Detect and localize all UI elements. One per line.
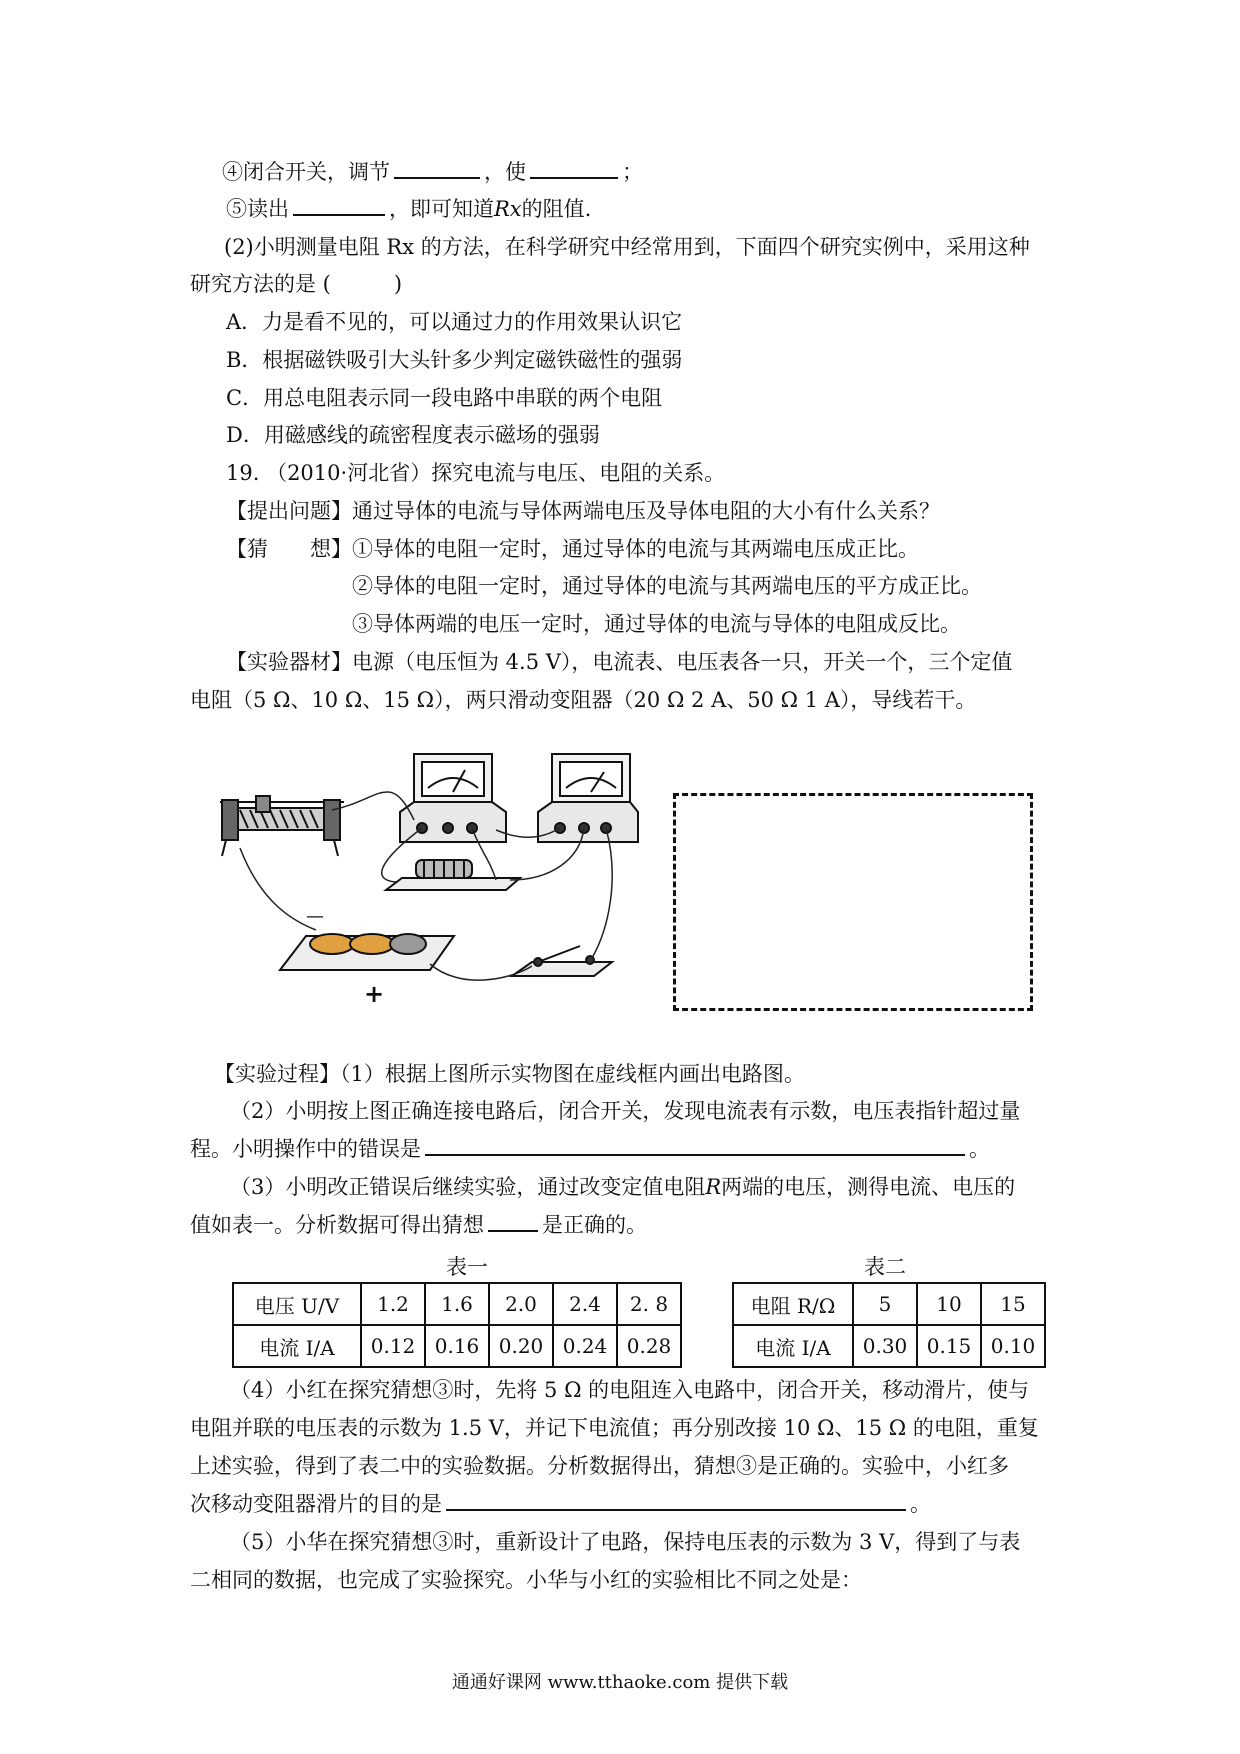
answer-blank[interactable] (293, 196, 385, 216)
procedure-5-line-1: （5）小华在探究猜想③时，重新设计了电路，保持电压表的示数为 3 V，得到了与表 (230, 1530, 1021, 1554)
procedure-1: 【实验过程】（1）根据上图所示实物图在虚线框内画出电路图。 (214, 1062, 805, 1086)
equipment-line-2: 电阻（5 Ω、10 Ω、15 Ω），两只滑动变阻器（20 Ω 2 A、50 Ω 1 A），导线若干。 (190, 688, 977, 712)
procedure-4-line-2: 电阻并联的电压表的示数为 1.5 V，并记下电流值；再分别改接 10 Ω、15 Ω 的电阻，重复 (190, 1416, 1039, 1440)
procedure-3-text-4: 是正确的。 (542, 1213, 647, 1237)
r-symbol: R (705, 1175, 722, 1199)
table-cell: 1.6 (425, 1283, 489, 1325)
table-cell: 2.4 (553, 1283, 617, 1325)
ammeter-icon (400, 754, 506, 842)
procedure-2-line-1: （2）小明按上图正确连接电路后，闭合开关，发现电流表有示数，电压表指针超过量 (230, 1099, 1021, 1123)
procedure-3-line-2 (190, 1211, 647, 1239)
question-2-line-2: 研究方法的是 ( ) (190, 272, 403, 296)
table-cell: 2.0 (489, 1283, 553, 1325)
step5-text: ⑤读出 (226, 197, 289, 221)
procedure-2-line-2 (190, 1135, 990, 1163)
question-19-title: 19. （2010·河北省）探究电流与电压、电阻的关系。 (226, 461, 726, 485)
table-cell: 0.10 (981, 1325, 1045, 1367)
table-cell: 10 (917, 1283, 981, 1325)
battery-icon (280, 934, 454, 970)
guess-3: ③导体两端的电压一定时，通过导体的电流与导体的电阻成反比。 (352, 612, 961, 636)
table-cell: 1.2 (361, 1283, 425, 1325)
answer-blank[interactable] (446, 1491, 906, 1511)
table2-caption: 表二 (864, 1255, 906, 1279)
battery-minus-label: — (306, 906, 324, 927)
procedure-4-line-3: 上述实验，得到了表二中的实验数据。分析数据得出，猜想③是正确的。实验中，小红多 (190, 1454, 1009, 1478)
page-footer: 通通好课网 www.tthaoke.com 提供下载 (451, 1672, 789, 1693)
procedure-2-text: 程。小明操作中的错误是 (190, 1137, 421, 1161)
question-2-line: (2)小明测量电阻 Rx 的方法，在科学研究中经常用到，下面四个研究实例中，采用这种 (224, 235, 1030, 259)
table-cell: 2. 8 (617, 1283, 681, 1325)
table-cell: 0.15 (917, 1325, 981, 1367)
table-cell: 5 (853, 1283, 917, 1325)
table2-resistance-label: 电阻 R/Ω (733, 1283, 853, 1325)
step5-line (226, 195, 591, 223)
rheostat-icon (220, 796, 344, 856)
table-row (733, 1325, 1045, 1367)
voltmeter-icon (538, 754, 638, 842)
table2 (732, 1282, 1046, 1368)
table-cell: 0.20 (489, 1325, 553, 1367)
table-cell: 0.12 (361, 1325, 425, 1367)
table-cell: 0.24 (553, 1325, 617, 1367)
procedure-3-text: （3）小明改正错误后继续实验，通过改变定值电阻 (230, 1175, 706, 1199)
table-cell: 0.28 (617, 1325, 681, 1367)
resistor-icon (386, 860, 520, 890)
table1 (232, 1282, 682, 1368)
step4-line (222, 158, 643, 186)
table-row (733, 1283, 1045, 1325)
table1-caption: 表一 (446, 1255, 488, 1279)
procedure-3-line-1 (230, 1173, 1015, 1201)
procedure-4-line-4 (190, 1490, 931, 1518)
rx-symbol: Rx (494, 197, 522, 221)
answer-blank[interactable] (530, 159, 618, 179)
circuit-drawing-box[interactable] (673, 793, 1033, 1011)
table-cell: 15 (981, 1283, 1045, 1325)
guess-1: 【猜 想】①导体的电阻一定时，通过导体的电流与其两端电压成正比。 (226, 537, 919, 561)
table-cell: 0.16 (425, 1325, 489, 1367)
step4-text: ④闭合开关，调节 (222, 160, 390, 184)
switch-icon (512, 946, 612, 976)
option-c: C．用总电阻表示同一段电路中串联的两个电阻 (226, 386, 663, 410)
answer-blank[interactable] (488, 1212, 538, 1232)
option-a: A．力是看不见的，可以通过力的作用效果认识它 (226, 310, 683, 334)
procedure-3-text-2: 两端的电压，测得电流、电压的 (721, 1175, 1016, 1199)
battery-plus-label: + (364, 980, 385, 1008)
equipment-line-1: 【实验器材】电源（电压恒为 4.5 V），电流表、电压表各一只，开关一个，三个定值 (226, 650, 1013, 674)
table1-voltage-label: 电压 U/V (233, 1283, 361, 1325)
table-cell: 0.30 (853, 1325, 917, 1367)
step4-text-2: ，使 (484, 160, 526, 184)
answer-blank[interactable] (425, 1136, 965, 1156)
circuit-physical-figure (220, 740, 640, 1010)
procedure-3-text-3: 值如表一。分析数据可得出猜想 (190, 1213, 484, 1237)
option-d: D．用磁感线的疏密程度表示磁场的强弱 (226, 423, 600, 447)
table2-current-label: 电流 I/A (733, 1325, 853, 1367)
procedure-4-text: 次移动变阻器滑片的目的是 (190, 1492, 442, 1516)
procedure-5-line-2: 二相同的数据，也完成了实验探究。小华与小红的实验相比不同之处是： (190, 1568, 862, 1592)
procedure-4-period: 。 (910, 1492, 931, 1516)
guess-2: ②导体的电阻一定时，通过导体的电流与其两端电压的平方成正比。 (352, 574, 982, 598)
table-row (233, 1325, 681, 1367)
ask-question-line: 【提出问题】通过导体的电流与导体两端电压及导体电阻的大小有什么关系？ (226, 499, 940, 523)
procedure-4-line-1: （4）小红在探究猜想③时，先将 5 Ω 的电阻连入电路中，闭合开关，移动滑片，使与 (230, 1378, 1030, 1402)
answer-blank[interactable] (394, 159, 480, 179)
table1-current-label: 电流 I/A (233, 1325, 361, 1367)
procedure-2-period: 。 (969, 1137, 990, 1161)
step5-text-2: ，即可知道 (389, 197, 494, 221)
option-b: B．根据磁铁吸引大头针多少判定磁铁磁性的强弱 (226, 348, 683, 372)
step4-text-3: ； (622, 160, 643, 184)
step5-text-3: 的阻值. (521, 197, 592, 221)
table-row (233, 1283, 681, 1325)
